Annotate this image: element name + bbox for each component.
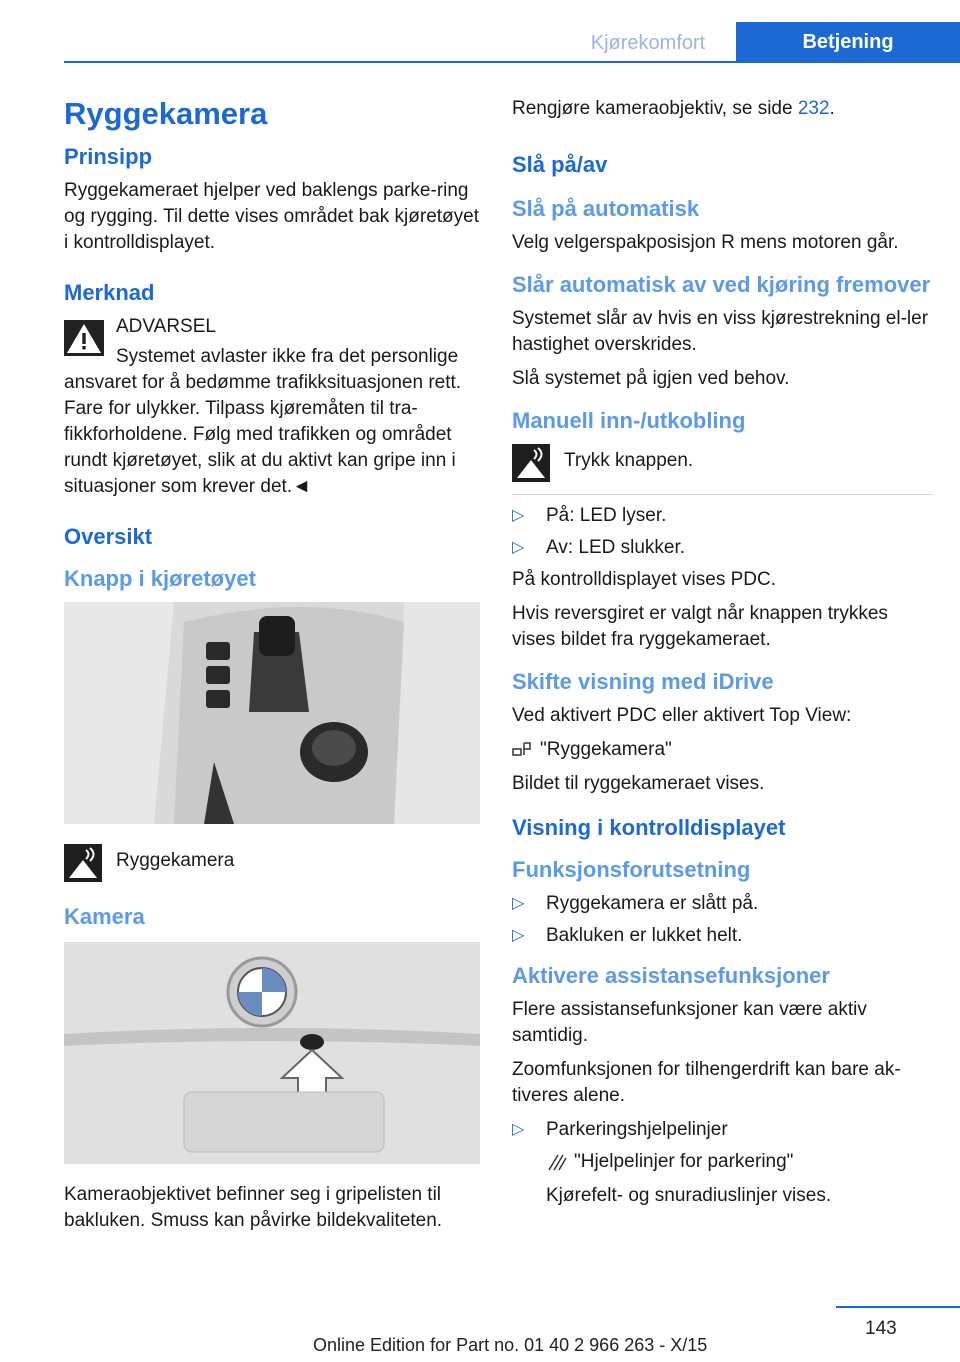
header-chapter-tab: Betjening <box>736 22 960 62</box>
parking-camera-icon <box>512 444 550 482</box>
auto-off-heading: Slår automatisk av ved kjøring fremover <box>512 272 931 297</box>
list-item: ▷ På: LED lyser. <box>512 503 932 529</box>
left-column <box>64 96 480 1242</box>
camera-heading: Kamera <box>64 904 145 929</box>
warning-block <box>64 314 480 340</box>
requirements-heading: Funksjonsforutsetning <box>512 857 751 882</box>
auto-on-text: Velg velgerspakposisjon R mens motoren går. <box>512 232 899 253</box>
manual-text-2: På kontrolldisplayet vises PDC. <box>512 569 776 590</box>
triangle-bullet-icon: ▷ <box>512 895 525 912</box>
clean-lens-post: . <box>829 98 835 119</box>
clean-lens-pre: Rengjøre kameraobjektiv, se side <box>512 98 798 119</box>
triangle-bullet-icon: ▷ <box>512 507 525 524</box>
manual-heading: Manuell inn-/utkobling <box>512 408 746 433</box>
assist-text-3: Kjørefelt- og snuradiuslinjer vises. <box>546 1185 832 1206</box>
triangle-bullet-icon: ▷ <box>512 1121 525 1138</box>
assist-text-1: Flere assistansefunksjoner kan være aktiv samtidig. <box>512 999 867 1046</box>
camera-button-legend <box>64 842 480 882</box>
assist-text-2: Zoomfunksjonen for tilhengerdrift kan bare ak-tiveres alene. <box>512 1059 901 1106</box>
header-section-tab: Kjørekomfort <box>590 32 706 54</box>
triangle-bullet-icon: ▷ <box>512 539 525 556</box>
list-item: ▷ Parkeringshjelpelinjer <box>512 1117 932 1143</box>
assist-heading: Aktivere assistansefunksjoner <box>512 963 830 988</box>
list-item: ▷ Ryggekamera er slått på. <box>512 891 932 917</box>
triangle-bullet-icon: ▷ <box>512 927 525 944</box>
tailgate-camera-photo <box>64 942 480 1164</box>
auto-off-text-2: Slå systemet på igjen ved behov. <box>512 368 790 389</box>
switch-menu-line: "Ryggekamera" <box>512 737 932 763</box>
assist-list <box>512 1117 932 1143</box>
right-column <box>512 96 932 1217</box>
clean-lens-text <box>512 96 932 122</box>
manual-list <box>512 503 932 561</box>
camera-button-label: Ryggekamera <box>116 850 235 871</box>
switch-heading: Skifte visning med iDrive <box>512 669 774 694</box>
assist-menu-line: "Hjelpelinjer for parkering" <box>546 1149 932 1175</box>
warning-text: Systemet avlaster ikke fra det personlige ansvaret for å bedømme trafikksituasjonen rett. Fare for ulykker. Tilpass kjøremåten til tra-fikkforholdene. Følg med trafikken og området rundt kjøretøyet, slik at du aktivt kan gripe inn i situasjoner som krever det.◄ <box>64 346 462 497</box>
header-rule <box>64 61 960 63</box>
switch-text-2: Bildet til ryggekameraet vises. <box>512 773 765 794</box>
parking-camera-icon <box>64 844 102 882</box>
overview-heading: Oversikt <box>64 524 153 549</box>
auto-off-text-1: Systemet slår av hvis en viss kjørestrekning el-ler hastighet overskrides. <box>512 308 929 355</box>
warning-icon <box>64 320 104 356</box>
page-title: Ryggekamera <box>64 96 268 131</box>
manual-text-3: Hvis reversgiret er valgt når knappen trykkes vises bildet fra ryggekameraet. <box>512 603 888 650</box>
manual-button-line <box>512 442 932 482</box>
auto-on-heading: Slå på automatisk <box>512 196 700 221</box>
onoff-heading: Slå på/av <box>512 152 608 177</box>
principle-heading: Prinsipp <box>64 144 153 169</box>
parking-lines-icon <box>546 1153 568 1171</box>
camera-text: Kameraobjektivet befinner seg i gripelisten til bakluken. Smuss kan påvirke bildekvaliteten. <box>64 1184 443 1231</box>
switch-text: Ved aktivert PDC eller aktivert Top View: <box>512 705 852 726</box>
footer-rule <box>836 1306 960 1308</box>
warning-label: ADVARSEL <box>116 316 216 337</box>
footer-edition: Online Edition for Part no. 01 40 2 966 263 - X/15 <box>313 1335 708 1355</box>
principle-text: Ryggekameraet hjelper ved baklengs parke-ring og rygging. Til dette vises området bak kjøretøyet i kontrolldisplayet. <box>64 180 480 253</box>
page-number: 143 <box>865 1318 897 1339</box>
manual-text: Trykk knappen. <box>564 450 694 471</box>
list-item: ▷ Av: LED slukker. <box>512 535 932 561</box>
page-ref-link[interactable]: 232 <box>797 98 830 119</box>
rear-camera-menu-icon <box>512 741 534 759</box>
separator <box>512 494 932 495</box>
display-heading: Visning i kontrolldisplayet <box>512 815 786 840</box>
list-item: ▷ Bakluken er lukket helt. <box>512 923 932 949</box>
requirements-list <box>512 891 932 949</box>
note-heading: Merknad <box>64 280 155 305</box>
button-heading: Knapp i kjøretøyet <box>64 566 256 591</box>
center-console-photo <box>64 602 480 824</box>
